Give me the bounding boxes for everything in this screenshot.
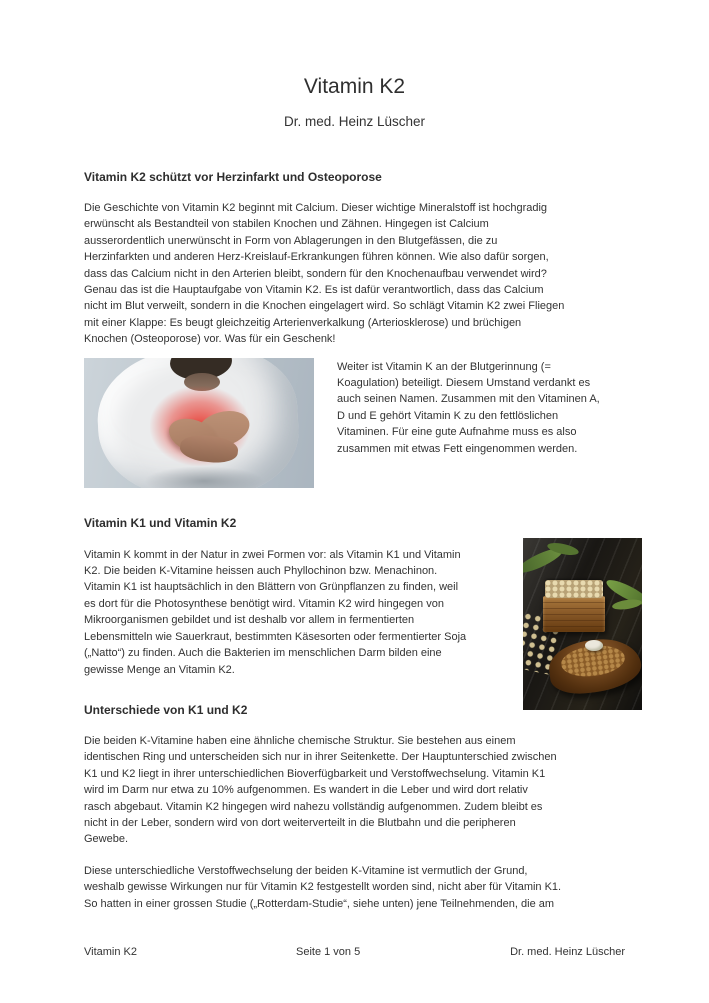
figure-row xyxy=(84,358,625,488)
footer-page-number: Seite 1 von 5 xyxy=(296,946,361,958)
paragraph-chemische-struktur: Die beiden K-Vitamine haben eine ähnliche chemische Struktur. Sie bestehen aus einem identischen Ring und unterscheiden sich nur in ihrer Seitenkette. Der Hauptunterschied zwischen K1 und K2 liegt in ihrer unterschiedlichen Bioverfügbarkeit und Verstoffwechselung. Vitamin K1 wird im Darm nur etwa zu 10% aufgenommen. Es wandert in die Leber und wird dort relativ rasch abgebaut. Vitamin K2 hingegen wird nahezu vollständig aufgenommen. Zudem bleibt es nicht in der Leber, sondern wird von dort weiterverteilt in die Blutbahn und die peripheren Gewebe. xyxy=(84,734,557,846)
natto-soybeans-photo xyxy=(523,538,642,710)
section-heading-unterschiede: Unterschiede von K1 und K2 xyxy=(84,702,248,717)
paragraph-blutgerinnung: Weiter ist Vitamin K an der Blutgerinnung (= Koagulation) beteiligt. Diesem Umstand verdankt es auch seinen Namen. Zusammen mit den Vitaminen A, D und E gehört Vitamin K zu den fettlöslichen Vitaminen. Für eine gute Aufnahme muss es also zusammen mit etwas Fett eingenommen werden. xyxy=(337,360,600,455)
photo-leaf-shape xyxy=(611,597,642,611)
paragraph-verstoffwechselung: Diese unterschiedliche Verstoffwechselung der beiden K-Vitamine ist vermutlich der Grund, weshalb gewisse Wirkungen nur für Vitamin K2 festgestellt worden sind, nicht aber für Vitamin K1. So hatten in einer grossen Studie („Rotterdam-Studie“, siehe unten) jene Teilnehmenden, die am xyxy=(84,864,562,910)
author-line: Dr. med. Heinz Lüscher xyxy=(283,114,426,129)
photo-wooden-box-shape xyxy=(543,596,605,632)
heart-attack-photo xyxy=(84,358,314,488)
section-heading-herzinfarkt-osteoporose: Vitamin K2 schützt vor Herzinfarkt und Osteoporose xyxy=(84,170,382,184)
page-title: Vitamin K2 xyxy=(303,75,406,98)
photo-shadow-shape xyxy=(144,466,264,488)
footer-author: Dr. med. Heinz Lüscher xyxy=(510,946,625,958)
footer-doc-title: Vitamin K2 xyxy=(84,946,137,958)
section-heading-k1-und-k2: Vitamin K1 und Vitamin K2 xyxy=(84,515,237,530)
paragraph-k-vitamine-formen: Vitamin K kommt in der Natur in zwei Formen vor: als Vitamin K1 und Vitamin K2. Die beiden K-Vitamine heissen auch Phyllochinon bzw. Menachinon. Vitamin K1 ist hauptsächlich in den Blättern von Grünpflanzen zu finden, weil es dort für die Photosynthese benötigt wird. Vitamin K2 wird hingegen von Mikroorganismen gebildet und ist deshalb vor allem in fermentierten Lebensmitteln wie Sauerkraut, bestimmten Käsesorten oder fermentierter Soja („Natto“) zu finden. Auch die Bakterien im menschlichen Darm bilden eine gewisse Menge an Vitamin K2. xyxy=(84,548,467,676)
paragraph-calcium-intro: Die Geschichte von Vitamin K2 beginnt mit Calcium. Dieser wichtige Mineralstoff ist hochgradig erwünscht als Bestandteil von stabilen Knochen und Zähnen. Hingegen ist Calcium ausserordentlich unerwünscht in Form von Ablagerungen in den Blutgefässen, die zu Herzinfarkten und anderen Herz-Kreislauf-Erkrankungen führen können. Wie also dafür sorgen, dass das Calcium nicht in den Arterien bleibt, sondern für den Knochenaufbau verwendet wird? Genau das ist die Hauptaufgabe von Vitamin K2. Es ist dafür verantwortlich, dass das Calcium nicht im Blut verweilt, sondern in die Knochen eingelagert wird. So schlägt Vitamin K2 zwei Fliegen mit einer Klappe: Es beugt gleichzeitig Arterienverkalkung (Arteriosklerose) und brüchigen Knochen (Osteoporose) vor. Was für ein Geschenk! xyxy=(84,202,565,346)
photo-soybeans-in-box-shape xyxy=(545,580,603,598)
photo-garnish-shape xyxy=(585,640,603,651)
